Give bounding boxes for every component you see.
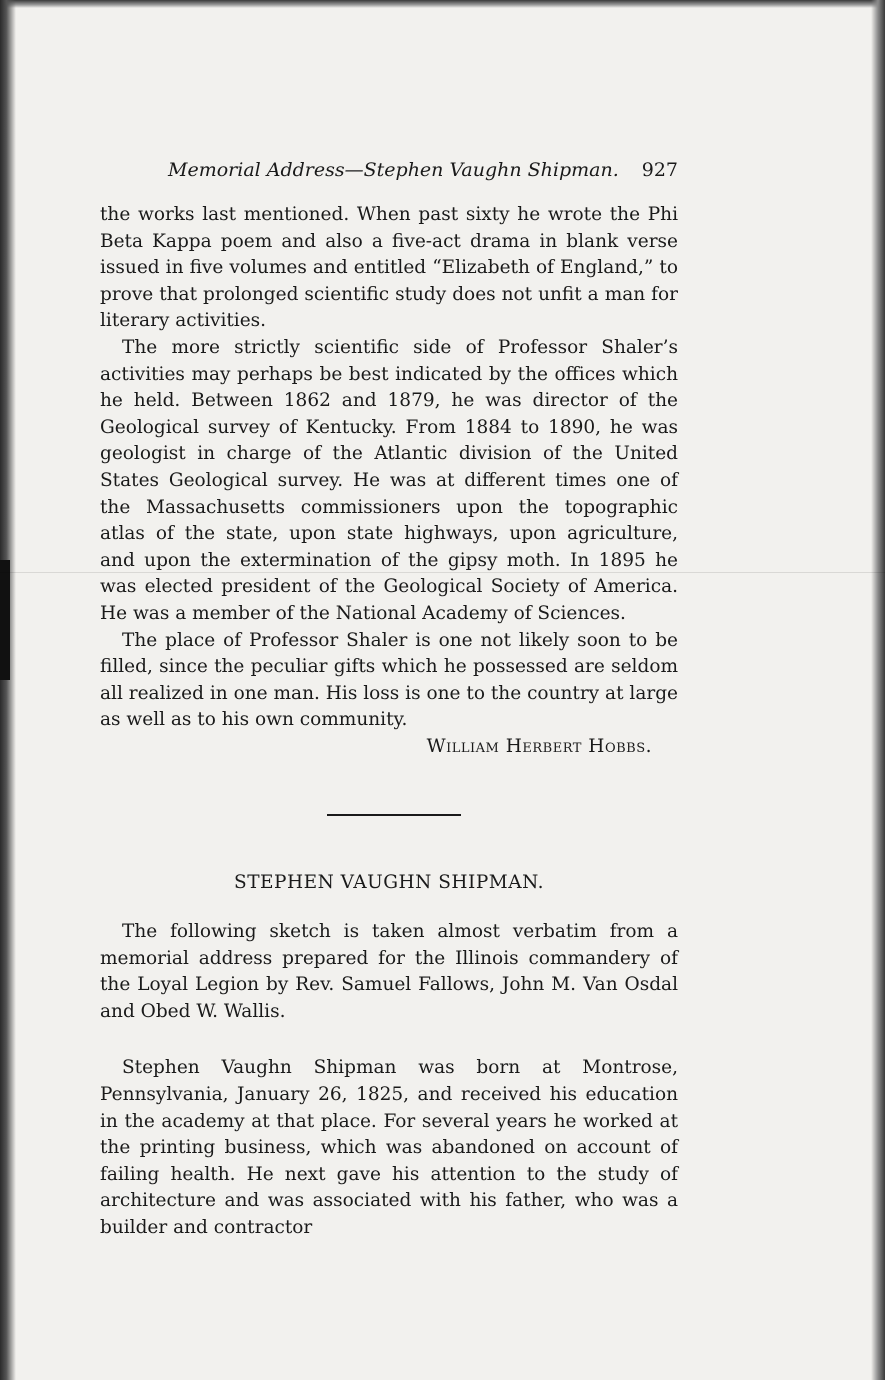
section-divider-rule xyxy=(327,814,461,816)
shaler-paragraph-3: The place of Professor Shaler is one not likely soon to be filled, since the peculiar gifts which he possessed are seldom all realized in one man. His loss is one to the country at large as well as to his own community. xyxy=(100,629,678,731)
page-edge-shadow xyxy=(0,560,10,680)
shaler-paragraph-2: The more strictly scientific side of Professor Shaler’s activities may perhaps be best indicated by the offices which he held. Between 1862 and 1879, he was director of the Geological survey of Kentucky. From 1884 to 1890, he was geologist in charge of the Atlantic division of the United States Geological survey. He was at different times one of the Massachusetts commissioners upon the topographic atlas of the state, upon state highways, upon agriculture, and upon the extermination of the gipsy moth. In 1895 he was elected president of the Geological Society of America. He was a member of the National Academy of Sciences. xyxy=(100,336,678,624)
page-content xyxy=(100,150,678,1242)
page-number: 927 xyxy=(641,159,678,181)
running-head xyxy=(100,150,678,190)
page-edge-right xyxy=(871,0,885,1380)
running-title: Memorial Address—Stephen Vaughn Shipman. xyxy=(168,159,619,181)
shaler-memorial-continuation xyxy=(100,202,678,760)
shaler-paragraph-1: the works last mentioned. When past sixty he wrote the Phi Beta Kappa poem and also a five-act drama in blank verse issued in five volumes and entitled “Elizabeth of England,” to prove that prolonged scientific study does not unfit a man for literary activities. xyxy=(100,204,678,332)
shipman-intro-paragraph: The following sketch is taken almost verbatim from a memorial address prepared for the Illinois commandery of the Loyal Legion by Rev. Samuel Fallows, John M. Van Osdal and Obed W. Wallis. xyxy=(100,921,678,1022)
section-heading: STEPHEN VAUGHN SHIPMAN. xyxy=(234,872,544,894)
page-edge-top xyxy=(0,0,885,8)
shipman-paragraph-1: Stephen Vaughn Shipman was born at Montrose, Pennsylvania, January 26, 1825, and received his education in the academy at that place. For several years he worked at the printing business, which was abandoned on account of failing health. He next gave his attention to the study of architecture and was associated with his father, who was a builder and contractor xyxy=(100,1057,678,1238)
author-signature: William Herbert Hobbs. xyxy=(426,735,652,757)
page-edge-left xyxy=(0,0,16,1380)
